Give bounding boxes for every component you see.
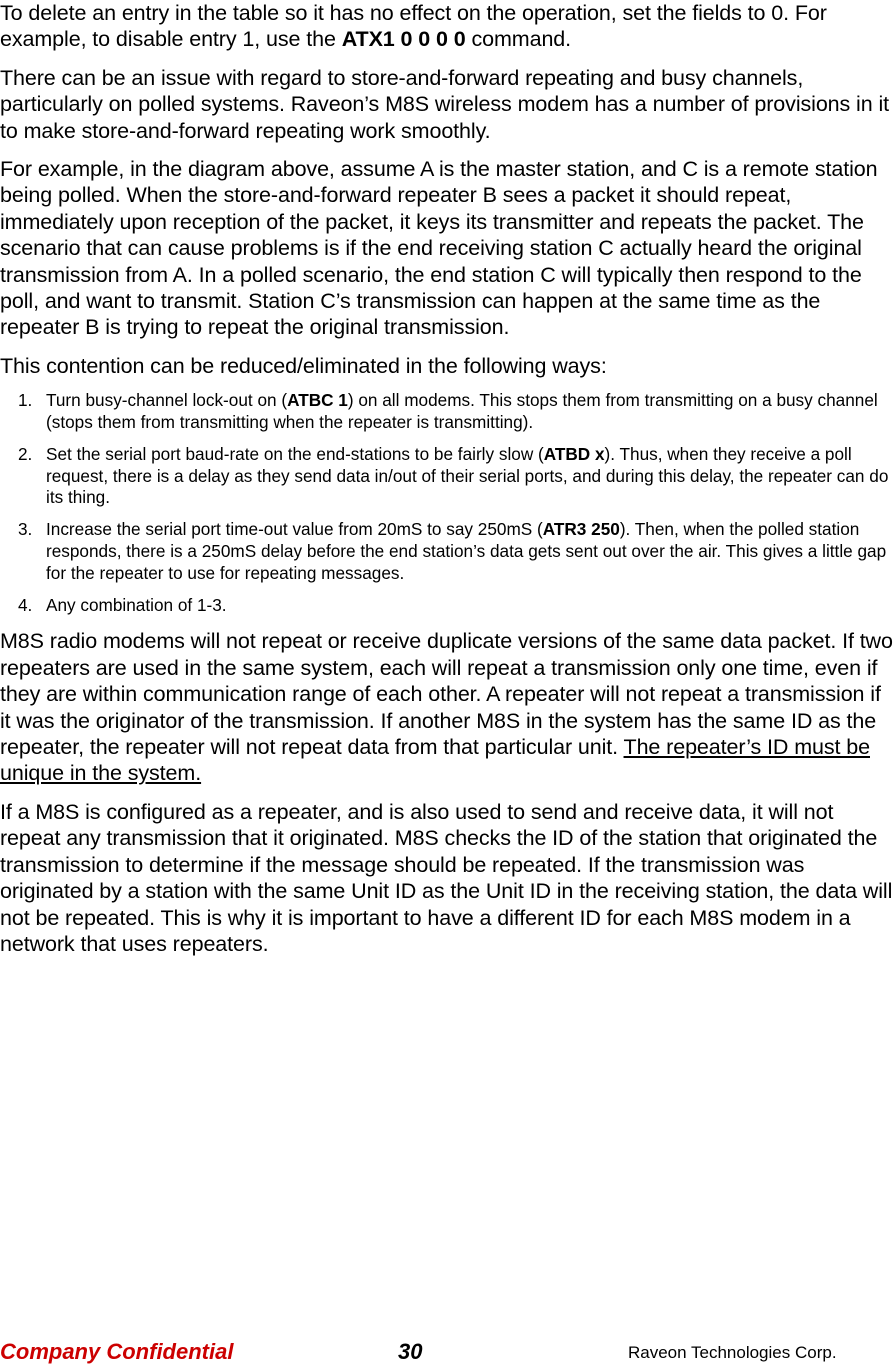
paragraph-repeater-id: If a M8S is configured as a repeater, and is also used to send and receive data, it will not repeat any transmission that it originated. M8S checks the ID of the station that originated the transmission to determine if the message should be repeated. If the transmission was originated by a station with the same Unit ID as the Unit ID in the receiving station, the data will not be repeated. This is why it is important to have a different ID for each M8S modem in a network that uses repeaters. — [0, 799, 893, 956]
list-number: 3. — [18, 519, 33, 540]
page-footer — [0, 1339, 896, 1367]
paragraph-example-scenario: For example, in the diagram above, assume A is the master station, and C is a remote station being polled. When the store-and-forward repeater B sees a packet it should repeat, immediately upon reception of the packet, it keys its transmitter and repeats the packet. The scenario that can cause problems is if the end receiving station C actually heard the original transmission from A. In a polled scenario, the end station C will typically then respond to the poll, and want to transmit. Station C’s transmission can happen at the same time as the repeater B is trying to repeat the original transmission. — [0, 157, 878, 340]
paragraph-delete-entry — [0, 0, 894, 53]
list-text: Increase the serial port time-out value from 20mS to say 250mS ( — [46, 519, 543, 540]
command-atx1: ATX1 0 0 0 0 — [341, 27, 466, 52]
paragraph-text: To delete an entry in the table so it has no effect on the operation, set the fields to 0. For example, to disable entry 1, use the — [0, 1, 827, 52]
list-number: 4. — [18, 594, 33, 615]
paragraph-contention-intro: This contention can be reduced/eliminated in the following ways: — [0, 353, 607, 378]
list-number: 2. — [18, 443, 33, 464]
mitigation-list — [0, 390, 894, 616]
paragraph-text: M8S radio modems will not repeat or receive duplicate versions of the same data packet. If two repeaters are used in the same system, each will repeat a transmission only one time, even if they are within communication range of each other. A repeater will not repeat a transmission if it was the originator of the transmission. If another M8S in the system has the same ID as the repeater, the repeater will not repeat data from that particular unit. — [0, 629, 893, 760]
company-name: Raveon Technologies Corp. — [628, 1343, 837, 1362]
list-text: ) on all modems. This stops them from transmitting on a busy channel (stops them from transmitting when the repeater is transmitting). — [46, 390, 878, 433]
list-text: Any combination of 1-3. — [46, 594, 227, 615]
paragraph-text: command. — [465, 27, 572, 52]
list-number: 1. — [18, 390, 33, 411]
list-text: Set the serial port baud-rate on the end-stations to be fairly slow ( — [46, 443, 544, 464]
list-text: ). Thus, when they receive a poll request, there is a delay as they send data in/out of their serial ports, and during this delay, the repeater can do its thing. — [46, 443, 889, 508]
confidential-label: Company Confidential — [0, 1339, 234, 1364]
list-item — [0, 444, 894, 509]
command-atr3: ATR3 250 — [542, 519, 620, 540]
underlined-requirement: The repeater’s ID must be unique in the system. — [0, 735, 870, 786]
paragraph-store-forward-issue: There can be an issue with regard to store-and-forward repeating and busy channels, particularly on polled systems. Raveon’s M8S wireless modem has a number of provisions in it to make store-and-forward repeating work smoothly. — [0, 65, 890, 143]
list-text: Turn busy-channel lock-out on ( — [46, 390, 288, 411]
command-atbd: ATBD x — [543, 443, 605, 464]
list-item — [0, 390, 894, 434]
list-item — [0, 595, 894, 617]
list-item — [0, 519, 894, 584]
page-number: 30 — [398, 1339, 423, 1364]
list-text: ). Then, when the polled station responds, there is a 250mS delay before the end station’s data gets sent out over the air. This gives a little gap for the repeater to use for repeating messages. — [46, 519, 887, 583]
paragraph-duplicate-packets — [0, 628, 894, 786]
command-atbc: ATBC 1 — [287, 390, 348, 411]
